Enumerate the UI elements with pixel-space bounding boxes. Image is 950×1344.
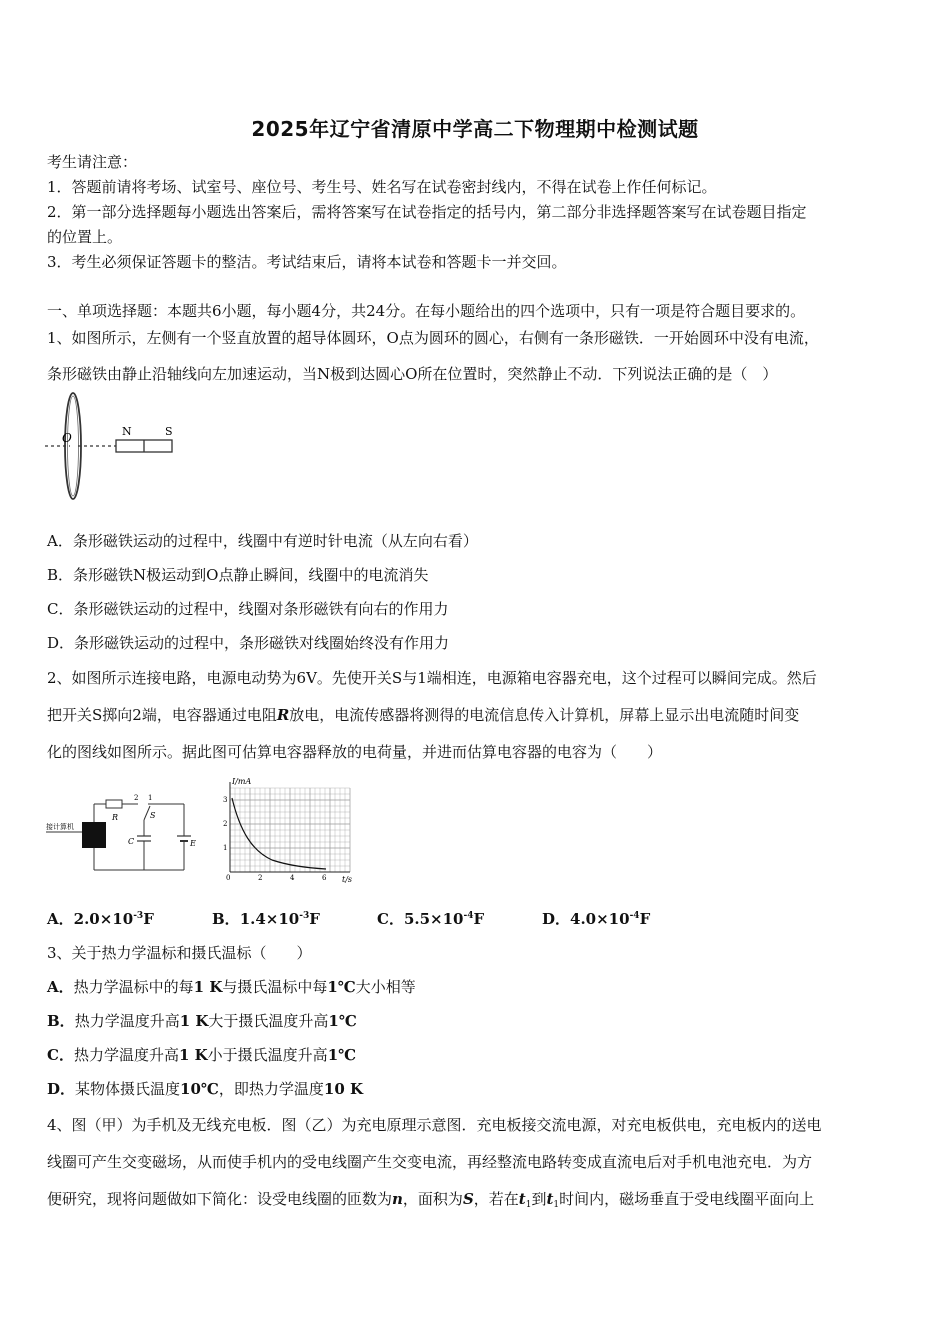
q2-option-b-exponent: -3: [299, 911, 310, 921]
q2-option-c-exponent: -4: [463, 911, 474, 921]
q2-graph-tick-y1: 1: [223, 844, 228, 852]
q4-line3-text-c: ，若在: [473, 1190, 519, 1208]
q2-label-C: C: [128, 837, 135, 846]
q2-graph-grid: [230, 788, 350, 872]
q2-label-computer: 接计算机: [46, 823, 74, 831]
q2-option-b-unit: F: [309, 910, 320, 928]
q1-option-d: D．条形磁铁运动的过程中，条形磁铁对线圈始终没有作用力: [47, 634, 450, 652]
notice-item-2b: 的位置上。: [47, 228, 123, 246]
q1-option-c: C．条形磁铁运动的过程中，线圈对条形磁铁有向右的作用力: [47, 600, 449, 618]
q4-line3-text-b: ，面积为: [402, 1190, 463, 1208]
q3-option-b-bold-2: 1℃: [328, 1012, 357, 1030]
q1-label-O: O: [62, 431, 72, 445]
notice-item-3: 3．考生必须保证答题卡的整洁。考试结束后，请将本试卷和答题卡一并交回。: [47, 253, 567, 271]
q2-current-sensor: [82, 822, 106, 848]
q2-graph-tick-x0: 0: [226, 874, 231, 882]
q3-option-b-text-2: 大于摄氏温度升高: [208, 1012, 329, 1030]
q1-stem-line2: 条形磁铁由静止沿轴线向左加速运动，当N极到达圆心O所在位置时，突然静止不动．下列说法正确的是（ ）: [47, 365, 778, 383]
notice-heading: 考生请注意：: [47, 153, 138, 171]
q2-stem-line3: 化的图线如图所示。据此图可估算电容器释放的电荷量，并进而估算电容器的电容为（ ）: [47, 743, 663, 761]
q3-option-a: [47, 977, 907, 997]
q2-option-b-value: 1.4×10: [239, 910, 300, 928]
q3-option-b-label: B．: [47, 1012, 75, 1030]
q3-option-d: [47, 1079, 907, 1099]
q3-option-d-label: D．: [47, 1080, 76, 1098]
q1-label-S: S: [165, 425, 173, 438]
q2-graph-tick-y2: 2: [223, 820, 228, 828]
q4-line3-var-t1: t: [518, 1190, 526, 1208]
q2-option-c-value: 5.5×10: [403, 910, 464, 928]
q4-line3-text-e: 时间内，磁场垂直于受电线圈平面向上: [559, 1190, 815, 1208]
q4-line3-sub-2: 1: [553, 1200, 560, 1210]
q4-line3-sub-1: 1: [525, 1200, 532, 1210]
q2-option-a-unit: F: [143, 910, 154, 928]
q2-option-a-exponent: -3: [133, 911, 144, 921]
q2-label-R: R: [112, 813, 119, 822]
q3-option-a-text-2: 与摄氏温标中每: [222, 978, 328, 996]
q4-stem-line3: [47, 1189, 907, 1209]
q1-option-a: A．条形磁铁运动的过程中，线圈中有逆时针电流（从左向右看）: [47, 532, 478, 550]
q2-option-b-label: B．: [212, 910, 240, 928]
q2-graph-ylabel: I/mA: [232, 777, 252, 786]
q3-option-a-bold-2: 1℃: [327, 978, 356, 996]
q3-stem: 3、关于热力学温标和摄氏温标（ ）: [47, 944, 312, 962]
q2-option-d-label: D．: [542, 910, 571, 928]
q2-option-c: [377, 909, 484, 929]
q3-option-b-bold-1: 1 K: [179, 1012, 209, 1030]
q2-label-S: S: [150, 811, 156, 820]
q2-label-2: 2: [134, 794, 139, 802]
q3-option-d-text-2: ，即热力学温度: [218, 1080, 324, 1098]
q3-option-c-label: C．: [47, 1046, 74, 1064]
q3-option-c-text-1: 热力学温度升高: [73, 1046, 179, 1064]
q3-option-a-text-3: 大小相等: [355, 978, 416, 996]
q2-graph-xlabel: t/s: [342, 875, 353, 884]
q2-graph-tick-x2: 2: [258, 874, 263, 882]
q2-graph-tick-x4: 4: [290, 874, 295, 882]
q3-option-a-bold-1: 1 K: [193, 978, 223, 996]
notice-item-1: 1．答题前请将考场、试室号、座位号、考生号、姓名写在试卷密封线内，不得在试卷上作任何标记。: [47, 178, 717, 196]
page-title: 2025年辽宁省清原中学高二下物理期中检测试题: [251, 117, 699, 141]
q3-option-d-bold-1: 10℃: [180, 1080, 219, 1098]
q4-stem-line2: 线圈可产生交变磁场，从而使手机内的受电线圈产生交变电流，再经整流电路转变成直流电后对手机电池充电．为方: [47, 1153, 813, 1171]
q2-stem-line2-b: 放电，电流传感器将测得的电流信息传入计算机，屏幕上显示出电流随时间变: [289, 706, 800, 724]
q3-option-a-text-1: 热力学温标中的每: [73, 978, 194, 996]
notice-item-2a: 2．第一部分选择题每小题选出答案后，需将答案写在试卷指定的括号内，第二部分非选择题答案写在试卷题目指定: [47, 203, 807, 221]
q3-option-c-text-2: 小于摄氏温度升高: [207, 1046, 328, 1064]
q4-line3-text-a: 便研究，现将问题做如下简化：设受电线圈的匝数为: [47, 1190, 393, 1208]
q3-option-d-text-1: 某物体摄氏温度: [75, 1080, 181, 1098]
q2-stem-resistor: R: [276, 706, 290, 724]
q4-line3-var-s: S: [462, 1190, 474, 1208]
q2-circuit-figure: [44, 790, 204, 880]
q3-option-c: [47, 1045, 907, 1065]
q2-current-graph: [212, 776, 362, 886]
q2-option-d-value: 4.0×10: [570, 910, 630, 928]
q3-option-c-bold-1: 1 K: [178, 1046, 208, 1064]
q1-option-b: B．条形磁铁N极运动到O点静止瞬间，线圈中的电流消失: [47, 566, 429, 584]
q2-option-d-exponent: -4: [629, 911, 640, 921]
q4-line3-text-d: 到: [531, 1190, 547, 1208]
q2-option-c-label: C．: [377, 910, 404, 928]
q2-option-c-unit: F: [473, 910, 485, 928]
q2-option-a-value: 2.0×10: [73, 910, 134, 928]
q2-label-E: E: [190, 839, 196, 848]
q2-option-a-label: A．: [47, 910, 74, 928]
q3-option-b-text-1: 热力学温度升高: [74, 1012, 180, 1030]
q3-option-b: [47, 1011, 907, 1031]
q2-graph-tick-y3: 3: [223, 796, 228, 804]
q2-option-b: [212, 909, 320, 929]
q4-line3-var-n: n: [392, 1190, 403, 1208]
q1-stem-line1: 1、如图所示，左侧有一个竖直放置的超导体圆环，O点为圆环的圆心，右侧有一条形磁铁．一开始圆环中没有电流，: [47, 329, 819, 347]
q1-label-N: N: [122, 425, 132, 438]
q3-option-c-bold-2: 1℃: [327, 1046, 357, 1064]
q2-option-d-unit: F: [639, 910, 651, 928]
q3-option-a-label: A．: [47, 978, 74, 996]
q1-figure-ring-magnet: [40, 390, 190, 505]
q2-graph-tick-x6: 6: [322, 874, 327, 882]
q2-resistor: [106, 800, 122, 808]
q2-stem-line2-a: 把开关S掷向2端，电容器通过电阻: [47, 706, 277, 724]
q2-graph-discharge-curve: [232, 798, 326, 869]
q2-stem-line1: 2、如图所示连接电路，电源电动势为6V。先使开关S与1端相连，电源箱电容器充电，这个过程可以瞬间完成。然后: [47, 669, 817, 687]
q2-option-a: [47, 909, 154, 929]
q2-stem-line2: [47, 705, 907, 725]
q2-label-1: 1: [148, 794, 153, 802]
q4-stem-line1: 4、图（甲）为手机及无线充电板．图（乙）为充电原理示意图．充电板接交流电源，对充电板供电，充电板内的送电: [47, 1116, 822, 1134]
q2-option-d: [542, 909, 650, 929]
section-heading: 一、单项选择题：本题共6小题，每小题4分，共24分。在每小题给出的四个选项中，只有一项是符合题目要求的。: [47, 302, 806, 320]
q3-option-d-bold-2: 10 K: [323, 1080, 364, 1098]
q4-line3-var-t2: t: [546, 1190, 554, 1208]
